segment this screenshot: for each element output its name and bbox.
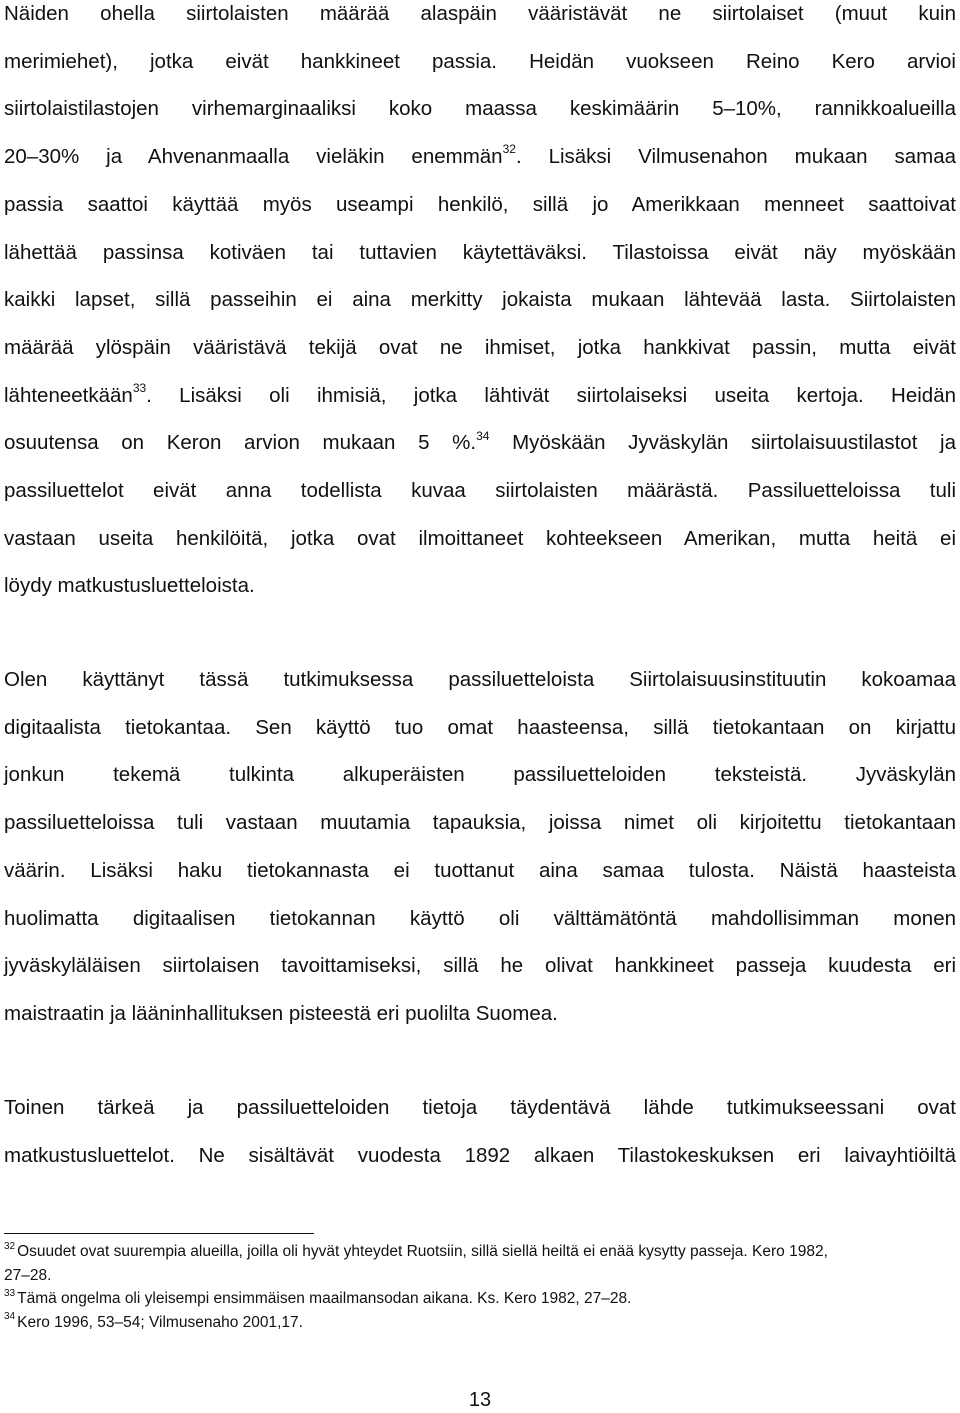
body-paragraph-3 (4, 1084, 956, 1179)
footnote-text: Kero 1996, 53–54; Vilmusenaho 2001,17. (17, 1313, 303, 1331)
text-segment: osuutensa on Keron arvion mukaan 5 %. (4, 431, 477, 455)
footnote-text: Osuudet ovat suurempia alueilla, joilla oli hyvät yhteydet Ruotsiin, sillä siellä heiltä ei enää kysytty passeja. Kero 1982, (17, 1243, 828, 1260)
footnote-number: 33 (4, 1287, 16, 1299)
text-segment: . Lisäksi Vilmusenahon mukaan samaa (515, 145, 956, 169)
text-line (4, 419, 956, 467)
footnote-ref: 32 (502, 142, 516, 157)
text-line: löydy matkustusluetteloista. (4, 574, 255, 598)
text-line: väärin. Lisäksi haku tietokannasta ei tuottanut aina samaa tulosta. Näistä haasteista (4, 858, 956, 882)
body-paragraph-2 (4, 656, 956, 1038)
footnote-32-continuation: 27–28. (4, 1266, 52, 1284)
footnote-ref: 34 (476, 428, 490, 443)
text-line: passiluettelot eivät anna todellista kuvaa siirtolaisten määrästä. Passiluetteloissa tuli (4, 479, 956, 503)
footnote-32 (4, 1240, 956, 1264)
text-line: Näiden ohella siirtolaisten määrää alaspäin vääristävät ne siirtolaiset (muut kuin (4, 2, 956, 25)
footnote-33 (4, 1287, 956, 1311)
text-line: passiluetteloissa tuli vastaan muutamia tapauksia, joissa nimet oli kirjoitettu tietokantaan (4, 811, 956, 835)
text-line: jonkun tekemä tulkinta alkuperäisten passiluetteloiden teksteistä. Jyväskylän (4, 763, 956, 787)
text-line: jyväskyläläisen siirtolaisen tavoittamiseksi, sillä he olivat hankkineet passeja kuudesta eri (4, 954, 956, 978)
body-paragraph-1 (4, 0, 956, 610)
footnote-text: Tämä ongelma oli yleisempi ensimmäisen maailmansodan aikana. Ks. Kero 1982, 27–28. (17, 1290, 632, 1307)
footnote-number: 32 (4, 1240, 16, 1252)
text-line: digitaalista tietokantaa. Sen käyttö tuo omat haasteensa, sillä tietokantaan on kirjattu (4, 715, 956, 739)
text-segment: Myöskään Jyväskylän siirtolaisuustilastot ja (489, 431, 956, 455)
footnote-ref: 33 (132, 380, 147, 395)
page-number: 13 (468, 1389, 492, 1411)
text-line: lähettää passinsa kotiväen tai tuttavien käytettäväksi. Tilastoissa eivät näy myöskään (4, 240, 956, 264)
footnotes (4, 1240, 956, 1334)
text-segment: . Lisäksi oli ihmisiä, jotka lähtivät siirtolaiseksi useita kertoja. Heidän (146, 383, 956, 407)
text-line: huolimatta digitaalisen tietokannan käyttö oli välttämätöntä mahdollisimman monen (4, 906, 956, 930)
text-line (4, 372, 956, 420)
text-line: vastaan useita henkilöitä, jotka ovat ilmoittaneet kohteekseen Amerikan, mutta heitä ei (4, 526, 956, 550)
text-line: Olen käyttänyt tässä tutkimuksessa passiluetteloista Siirtolaisuusinstituutin kokoamaa (4, 668, 956, 691)
footnote-number: 34 (4, 1311, 16, 1323)
footnote-separator (4, 1233, 314, 1234)
text-line: matkustusluettelot. Ne sisältävät vuodesta 1892 alkaen Tilastokeskuksen eri laivayhtiöiltä (4, 1143, 956, 1167)
text-line: siirtolaistilastojen virhemarginaaliksi koko maassa keskimäärin 5–10%, rannikkoalueilla (4, 97, 956, 121)
text-line: merimiehet), jotka eivät hankkineet passia. Heidän vuokseen Reino Kero arvioi (4, 49, 956, 73)
text-line: Toinen tärkeä ja passiluetteloiden tietoja täydentävä lähde tutkimukseessani ovat (4, 1096, 956, 1119)
text-line: passia saattoi käyttää myös useampi henkilö, sillä jo Amerikkaan menneet saattoivat (4, 192, 956, 216)
text-line: maistraatin ja lääninhallituksen pisteestä eri puolilta Suomea. (4, 1001, 558, 1025)
footnote-34 (4, 1311, 956, 1335)
text-line (4, 133, 956, 181)
text-line: kaikki lapset, sillä passeihin ei aina merkitty jokaista mukaan lähtevää lasta. Siirtolaisten (4, 288, 956, 312)
text-segment: lähteneetkään (4, 383, 133, 407)
text-line: määrää ylöspäin vääristävä tekijä ovat ne ihmiset, jotka hankkivat passin, mutta eivät (4, 335, 956, 359)
text-segment: 20–30% ja Ahvenanmaalla vieläkin enemmän (4, 145, 503, 169)
